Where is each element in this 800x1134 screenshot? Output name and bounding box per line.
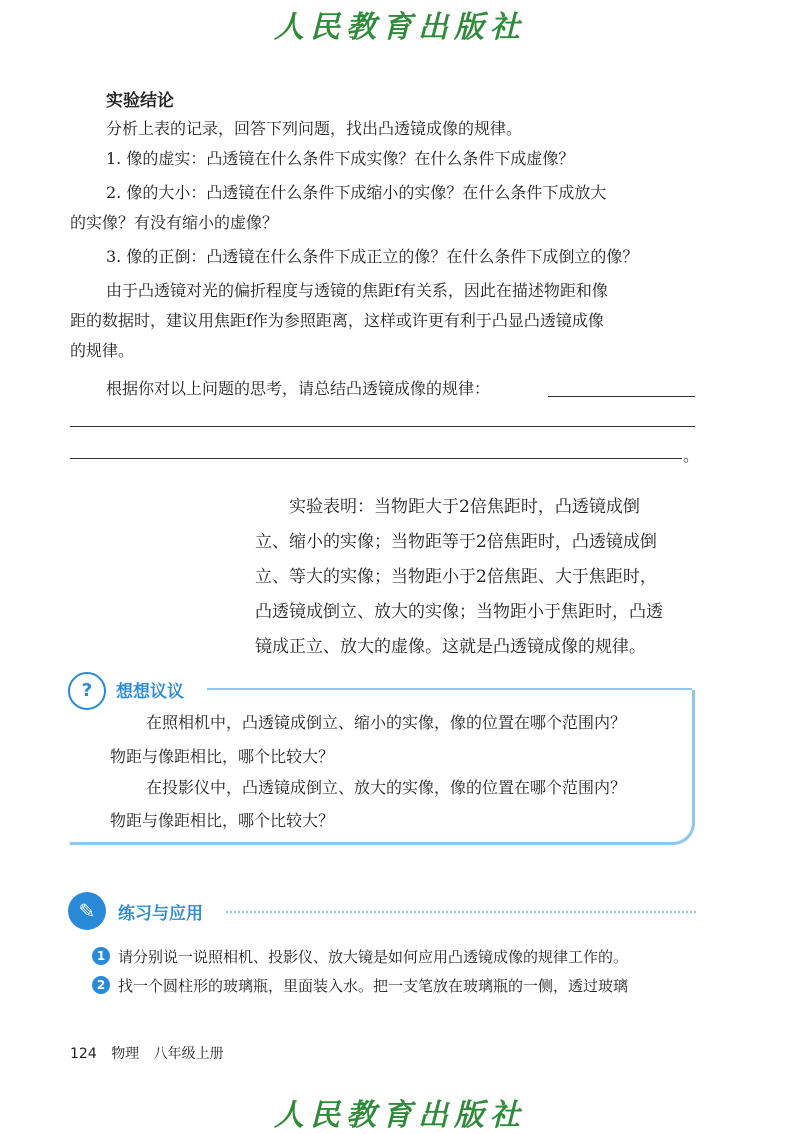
discussion-title: 想想议议: [116, 682, 184, 702]
intro-text: 分析上表的记录，回答下列问题，找出凸透镜成像的规律。: [106, 119, 523, 138]
answer-blank-2[interactable]: [70, 426, 695, 427]
pencil-paper-icon: ✎: [68, 892, 106, 930]
question-2-line1: 2. 像的大小：凸透镜在什么条件下成缩小的实像？在什么条件下成放大: [106, 183, 607, 202]
section-heading: 实验结论: [106, 91, 174, 111]
experiment-result-note: [255, 490, 695, 665]
summary-prompt: 根据你对以上问题的思考，请总结凸透镜成像的规律：: [106, 379, 491, 398]
exercise-number-1: 1: [92, 947, 110, 965]
question-1: 1. 像的虚实：凸透镜在什么条件下成实像？在什么条件下成虚像？: [106, 149, 575, 168]
note-line2: 距的数据时，建议用焦距f作为参照距离，这样或许更有利于凸显凸透镜成像: [70, 311, 604, 330]
question-3: 3. 像的正倒：凸透镜在什么条件下成正立的像？在什么条件下成倒立的像？: [106, 247, 639, 266]
page-footer: [70, 1043, 234, 1063]
publisher-logo-top: 人民教育出版社: [274, 10, 526, 45]
exercise-title: 练习与应用: [118, 904, 203, 924]
discussion-p2-line2: 物距与像距相比，哪个比较大？: [110, 811, 335, 830]
question-2-line2: 的实像？有没有缩小的虚像？: [70, 213, 279, 232]
note-line3: 的规律。: [70, 341, 135, 360]
footer-subject: 物理: [111, 1046, 140, 1062]
note-line1: 由于凸透镜对光的偏折程度与透镜的焦距f有关系，因此在描述物距和像: [106, 281, 608, 300]
exercise-number-2: 2: [92, 976, 110, 994]
exercise-item-2: 找一个圆柱形的玻璃瓶，里面装入水。把一支笔放在玻璃瓶的一侧，透过玻璃: [118, 977, 629, 995]
discussion-p2-line1: 在投影仪中，凸透镜成倒立、放大的实像，像的位置在哪个范围内？: [146, 778, 627, 797]
discussion-p1-line1: 在照相机中，凸透镜成倒立、缩小的实像，像的位置在哪个范围内？: [146, 713, 627, 732]
publisher-logo-bottom: 人民教育出版社: [274, 1098, 526, 1133]
discussion-rule: [207, 688, 692, 690]
aside-line3: 立、等大的实像；当物距小于2倍焦距、大于焦距时，: [255, 567, 657, 587]
discussion-p1-line2: 物距与像距相比，哪个比较大？: [110, 747, 335, 766]
exercise-rule: [226, 911, 696, 913]
aside-line2: 立、缩小的实像；当物距等于2倍焦距时，凸透镜成倒: [255, 532, 657, 552]
exercise-item-1: 请分别说一说照相机、投影仪、放大镜是如何应用凸透镜成像的规律工作的。: [118, 948, 629, 966]
aside-line1: 实验表明：当物距大于2倍焦距时，凸透镜成倒: [289, 497, 640, 517]
answer-blank-3[interactable]: [70, 458, 682, 459]
aside-line4: 凸透镜成倒立、放大的实像；当物距小于焦距时，凸透: [255, 602, 663, 622]
end-period: 。: [683, 446, 700, 465]
thinking-face-icon: ?: [68, 672, 106, 710]
answer-blank-1[interactable]: [548, 396, 695, 397]
aside-line5: 镜成正立、放大的虚像。这就是凸透镜成像的规律。: [255, 637, 646, 657]
page-number: 124: [70, 1046, 97, 1062]
footer-book: 八年级上册: [153, 1046, 224, 1062]
